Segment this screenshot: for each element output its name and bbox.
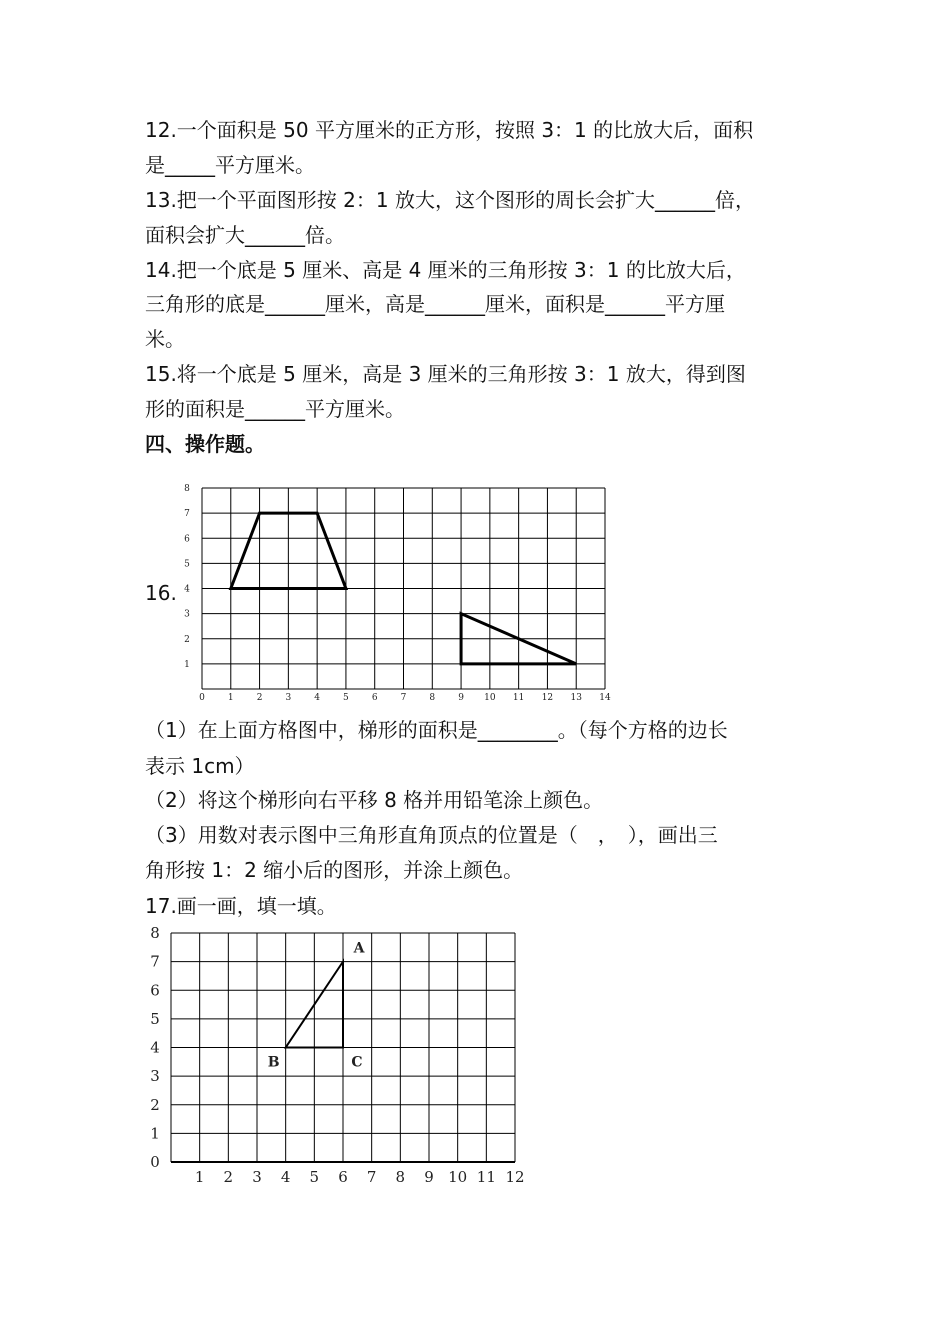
q12-line-2: 是_____平方厘米。 [145,153,315,177]
q16-part-1a: （1）在上面方格图中，梯形的面积是________。（每个方格的边长 [145,718,728,742]
q14-line-3: 米。 [145,327,185,351]
q17-y-tick-label: 4 [150,1038,160,1057]
q14-line-2: 三角形的底是______厘米，高是______厘米，面积是______平方厘 [145,292,725,316]
q16-y-tick-label: 1 [184,659,190,670]
q17-y-tick-label: 6 [150,981,160,1000]
q16-x-tick-label: 0 [199,693,205,703]
q16-y-tick-label: 3 [184,609,190,620]
q16-y-tick-label: 6 [184,534,190,545]
q17-x-tick-label: 5 [309,1168,320,1186]
q17-x-tick-label: 11 [476,1168,496,1186]
q16-x-tick-label: 1 [227,693,234,703]
q16-x-tick-label: 12 [541,693,554,703]
q16-label: 16. [145,581,177,605]
q16-trapezoid [231,513,346,588]
q17-label: 17.画一画，填一填。 [145,894,337,918]
q17-x-tick-label: 2 [223,1168,234,1186]
q16-x-tick-label: 4 [314,693,321,703]
q17-x-tick-label: 9 [424,1168,434,1186]
q13-line-1: 13.把一个平面图形按 2：1 放大，这个图形的周长会扩大______倍， [145,188,755,212]
q16-part-3b: 角形按 1：2 缩小后的图形，并涂上颜色。 [145,858,524,882]
q17-y-tick-label: 1 [150,1124,160,1143]
q17-y-tick-label: 2 [150,1095,160,1114]
q16-y-tick-label: 5 [184,559,190,570]
q16-part-3a: （3）用数对表示图中三角形直角顶点的位置是（ ， ），画出三 [145,823,718,847]
q16-x-tick-label: 13 [570,693,582,703]
q17-x-tick-label: 4 [280,1168,291,1186]
q16-part-2: （2）将这个梯形向右平移 8 格并用铅笔涂上颜色。 [145,788,604,812]
q17-y-tick-label: 3 [150,1067,160,1086]
q15-line-2: 形的面积是______平方厘米。 [145,397,405,421]
q16-y-tick-label: 7 [184,509,190,520]
q17-y-tick-label: 5 [150,1009,160,1028]
q16-x-tick-label: 10 [484,693,496,703]
q16-x-tick-label: 14 [599,693,611,703]
q16-x-tick-label: 7 [400,693,407,703]
q17-y-tick-label: 8 [150,924,160,942]
q16-x-tick-label: 8 [429,693,436,703]
q16-x-tick-label: 11 [512,693,525,703]
q16-x-tick-label: 6 [371,693,378,703]
q17-x-tick-label: 7 [366,1168,377,1186]
q17-triangle-abc [286,962,343,1048]
q16-triangle [461,614,576,664]
q12-line-1: 12.一个面积是 50 平方厘米的正方形，按照 3：1 的比放大后，面积 [145,118,754,142]
q13-line-2: 面积会扩大______倍。 [145,223,345,247]
q17-y-tick-label: 7 [150,952,160,971]
q17-vertex-label-a: A [353,940,365,957]
section-title: 四、操作题。 [145,432,265,456]
q15-line-1: 15.将一个底是 5 厘米，高是 3 厘米的三角形按 3：1 放大，得到图 [145,362,746,386]
q17-vertex-label-b: B [267,1054,280,1071]
q16-x-tick-label: 2 [256,693,263,703]
q17-x-tick-label: 12 [505,1168,525,1186]
q14-line-1: 14.把一个底是 5 厘米、高是 4 厘米的三角形按 3：1 的比放大后， [145,258,746,282]
q16-y-tick-label: 2 [184,634,190,645]
q17-x-tick-label: 8 [395,1168,406,1186]
q16-y-tick-label: 8 [184,484,190,494]
q17-x-tick-label: 10 [448,1168,468,1186]
q17-x-tick-label: 6 [338,1168,348,1186]
q16-x-tick-label: 9 [458,693,464,703]
q17-y-tick-label: 0 [150,1153,160,1171]
q16-y-tick-label: 4 [184,584,190,595]
q16-x-tick-label: 5 [343,693,349,703]
q17-vertex-label-c: C [351,1054,363,1071]
q16-part-1b: 表示 1cm） [145,754,255,778]
q16-x-tick-label: 3 [285,693,292,703]
q17-x-tick-label: 3 [252,1168,262,1186]
q17-x-tick-label: 1 [194,1168,205,1186]
